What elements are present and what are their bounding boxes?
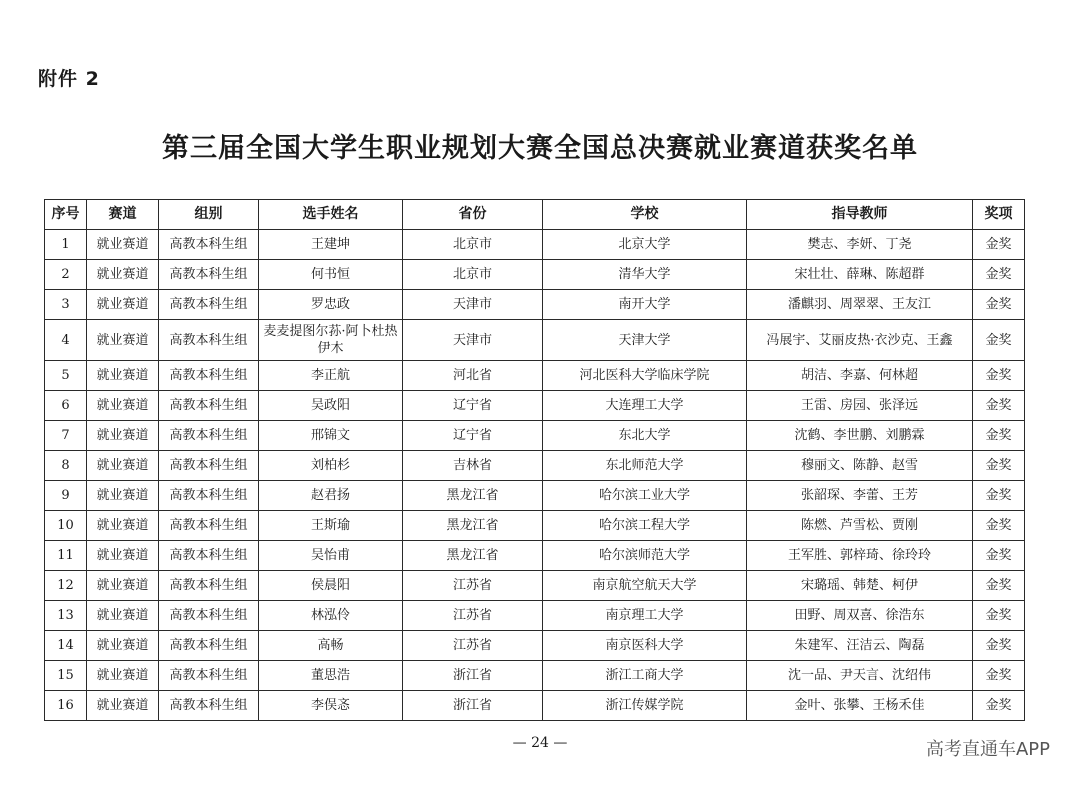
cell-school: 东北师范大学 xyxy=(543,451,747,481)
cell-school: 大连理工大学 xyxy=(543,391,747,421)
cell-track: 就业赛道 xyxy=(87,260,159,290)
cell-advisors: 朱建军、汪洁云、陶磊 xyxy=(747,631,973,661)
header-group: 组别 xyxy=(159,200,259,230)
cell-advisors: 王雷、房园、张泽远 xyxy=(747,391,973,421)
cell-track: 就业赛道 xyxy=(87,391,159,421)
cell-track: 就业赛道 xyxy=(87,691,159,721)
cell-award: 金奖 xyxy=(973,260,1025,290)
cell-province: 江苏省 xyxy=(403,571,543,601)
cell-contestant: 李俣忞 xyxy=(259,691,403,721)
cell-province: 辽宁省 xyxy=(403,421,543,451)
cell-award: 金奖 xyxy=(973,451,1025,481)
cell-advisors: 王军胜、郭梓琦、徐玲玲 xyxy=(747,541,973,571)
header-contestant: 选手姓名 xyxy=(259,200,403,230)
cell-group: 高教本科生组 xyxy=(159,260,259,290)
cell-index: 8 xyxy=(45,451,87,481)
cell-school: 浙江传媒学院 xyxy=(543,691,747,721)
table-row xyxy=(45,421,1025,451)
cell-group: 高教本科生组 xyxy=(159,661,259,691)
cell-school: 河北医科大学临床学院 xyxy=(543,361,747,391)
cell-contestant: 邢锦文 xyxy=(259,421,403,451)
cell-school: 天津大学 xyxy=(543,320,747,361)
cell-school: 北京大学 xyxy=(543,230,747,260)
cell-index: 5 xyxy=(45,361,87,391)
cell-index: 3 xyxy=(45,290,87,320)
cell-province: 辽宁省 xyxy=(403,391,543,421)
cell-advisors: 穆丽文、陈静、赵雪 xyxy=(747,451,973,481)
cell-index: 14 xyxy=(45,631,87,661)
cell-group: 高教本科生组 xyxy=(159,571,259,601)
cell-index: 11 xyxy=(45,541,87,571)
cell-province: 江苏省 xyxy=(403,601,543,631)
header-advisors: 指导教师 xyxy=(747,200,973,230)
cell-school: 东北大学 xyxy=(543,421,747,451)
cell-advisors: 陈燃、芦雪松、贾刚 xyxy=(747,511,973,541)
cell-school: 哈尔滨工程大学 xyxy=(543,511,747,541)
table-row xyxy=(45,601,1025,631)
page-number: — 24 — xyxy=(512,735,568,751)
table-row xyxy=(45,631,1025,661)
cell-school: 南京航空航天大学 xyxy=(543,571,747,601)
cell-award: 金奖 xyxy=(973,361,1025,391)
cell-province: 天津市 xyxy=(403,320,543,361)
table-row xyxy=(45,481,1025,511)
cell-contestant: 吴政阳 xyxy=(259,391,403,421)
cell-contestant: 侯晨阳 xyxy=(259,571,403,601)
table-row xyxy=(45,391,1025,421)
cell-group: 高教本科生组 xyxy=(159,361,259,391)
cell-advisors: 沈一品、尹天言、沈绍伟 xyxy=(747,661,973,691)
header-province: 省份 xyxy=(403,200,543,230)
cell-contestant: 王建坤 xyxy=(259,230,403,260)
cell-contestant: 吴怡甫 xyxy=(259,541,403,571)
cell-province: 河北省 xyxy=(403,361,543,391)
cell-advisors: 田野、周双喜、徐浩东 xyxy=(747,601,973,631)
cell-index: 1 xyxy=(45,230,87,260)
cell-province: 北京市 xyxy=(403,230,543,260)
cell-contestant: 李正航 xyxy=(259,361,403,391)
cell-award: 金奖 xyxy=(973,481,1025,511)
cell-award: 金奖 xyxy=(973,290,1025,320)
cell-index: 16 xyxy=(45,691,87,721)
document-title: 第三届全国大学生职业规划大赛全国总决赛就业赛道获奖名单 xyxy=(162,133,918,164)
cell-group: 高教本科生组 xyxy=(159,691,259,721)
cell-award: 金奖 xyxy=(973,571,1025,601)
cell-province: 黑龙江省 xyxy=(403,481,543,511)
cell-group: 高教本科生组 xyxy=(159,631,259,661)
cell-award: 金奖 xyxy=(973,601,1025,631)
cell-contestant: 赵君扬 xyxy=(259,481,403,511)
cell-province: 浙江省 xyxy=(403,661,543,691)
cell-track: 就业赛道 xyxy=(87,230,159,260)
cell-contestant: 何书恒 xyxy=(259,260,403,290)
cell-group: 高教本科生组 xyxy=(159,421,259,451)
cell-group: 高教本科生组 xyxy=(159,511,259,541)
cell-contestant: 董思浩 xyxy=(259,661,403,691)
cell-index: 9 xyxy=(45,481,87,511)
cell-track: 就业赛道 xyxy=(87,451,159,481)
cell-group: 高教本科生组 xyxy=(159,481,259,511)
cell-track: 就业赛道 xyxy=(87,481,159,511)
cell-award: 金奖 xyxy=(973,391,1025,421)
table-row xyxy=(45,290,1025,320)
table-row xyxy=(45,571,1025,601)
cell-track: 就业赛道 xyxy=(87,361,159,391)
cell-index: 15 xyxy=(45,661,87,691)
cell-index: 2 xyxy=(45,260,87,290)
cell-school: 南开大学 xyxy=(543,290,747,320)
table-row xyxy=(45,541,1025,571)
header-index: 序号 xyxy=(45,200,87,230)
cell-group: 高教本科生组 xyxy=(159,230,259,260)
cell-school: 哈尔滨师范大学 xyxy=(543,541,747,571)
awards-table xyxy=(44,199,1025,721)
cell-province: 吉林省 xyxy=(403,451,543,481)
cell-award: 金奖 xyxy=(973,230,1025,260)
table-row xyxy=(45,230,1025,260)
cell-track: 就业赛道 xyxy=(87,631,159,661)
cell-track: 就业赛道 xyxy=(87,421,159,451)
cell-province: 浙江省 xyxy=(403,691,543,721)
cell-school: 南京医科大学 xyxy=(543,631,747,661)
cell-province: 江苏省 xyxy=(403,631,543,661)
cell-index: 7 xyxy=(45,421,87,451)
cell-advisors: 张韶琛、李蕾、王芳 xyxy=(747,481,973,511)
cell-index: 12 xyxy=(45,571,87,601)
cell-group: 高教本科生组 xyxy=(159,541,259,571)
cell-province: 黑龙江省 xyxy=(403,511,543,541)
cell-province: 北京市 xyxy=(403,260,543,290)
cell-school: 浙江工商大学 xyxy=(543,661,747,691)
table-row xyxy=(45,260,1025,290)
cell-track: 就业赛道 xyxy=(87,290,159,320)
cell-advisors: 宋璐瑶、韩楚、柯伊 xyxy=(747,571,973,601)
cell-contestant: 罗忠政 xyxy=(259,290,403,320)
header-school: 学校 xyxy=(543,200,747,230)
table-row xyxy=(45,320,1025,361)
cell-school: 清华大学 xyxy=(543,260,747,290)
cell-track: 就业赛道 xyxy=(87,511,159,541)
cell-province: 天津市 xyxy=(403,290,543,320)
table-header-row xyxy=(45,200,1025,230)
header-track: 赛道 xyxy=(87,200,159,230)
cell-advisors: 金叶、张攀、王杨禾佳 xyxy=(747,691,973,721)
cell-award: 金奖 xyxy=(973,541,1025,571)
cell-award: 金奖 xyxy=(973,631,1025,661)
cell-advisors: 胡洁、李嘉、何林超 xyxy=(747,361,973,391)
header-award: 奖项 xyxy=(973,200,1025,230)
attachment-label: 附件 2 xyxy=(38,68,100,90)
table-row xyxy=(45,361,1025,391)
table-body xyxy=(45,230,1025,721)
cell-award: 金奖 xyxy=(973,691,1025,721)
cell-contestant: 林泓伶 xyxy=(259,601,403,631)
cell-index: 4 xyxy=(45,320,87,361)
table-row xyxy=(45,661,1025,691)
cell-track: 就业赛道 xyxy=(87,571,159,601)
cell-index: 6 xyxy=(45,391,87,421)
cell-contestant: 刘柏杉 xyxy=(259,451,403,481)
cell-index: 10 xyxy=(45,511,87,541)
cell-track: 就业赛道 xyxy=(87,320,159,361)
cell-award: 金奖 xyxy=(973,661,1025,691)
table-row xyxy=(45,451,1025,481)
cell-group: 高教本科生组 xyxy=(159,391,259,421)
cell-contestant: 高畅 xyxy=(259,631,403,661)
cell-advisors: 潘麒羽、周翠翠、王友江 xyxy=(747,290,973,320)
cell-advisors: 沈鹤、李世鹏、刘鹏霖 xyxy=(747,421,973,451)
watermark: 高考直通车APP xyxy=(925,739,1050,760)
cell-group: 高教本科生组 xyxy=(159,320,259,361)
cell-group: 高教本科生组 xyxy=(159,601,259,631)
table-row xyxy=(45,691,1025,721)
cell-group: 高教本科生组 xyxy=(159,290,259,320)
cell-advisors: 冯展宇、艾丽皮热·衣沙克、王鑫 xyxy=(747,320,973,361)
cell-award: 金奖 xyxy=(973,421,1025,451)
cell-advisors: 樊志、李妍、丁尧 xyxy=(747,230,973,260)
cell-index: 13 xyxy=(45,601,87,631)
cell-contestant: 麦麦提图尔荪·阿卜杜热伊木 xyxy=(259,320,403,361)
cell-province: 黑龙江省 xyxy=(403,541,543,571)
cell-school: 哈尔滨工业大学 xyxy=(543,481,747,511)
cell-track: 就业赛道 xyxy=(87,601,159,631)
cell-group: 高教本科生组 xyxy=(159,451,259,481)
cell-track: 就业赛道 xyxy=(87,541,159,571)
cell-award: 金奖 xyxy=(973,320,1025,361)
table-row xyxy=(45,511,1025,541)
cell-contestant: 王斯瑜 xyxy=(259,511,403,541)
cell-award: 金奖 xyxy=(973,511,1025,541)
cell-track: 就业赛道 xyxy=(87,661,159,691)
cell-advisors: 宋壮壮、薛琳、陈超群 xyxy=(747,260,973,290)
cell-school: 南京理工大学 xyxy=(543,601,747,631)
